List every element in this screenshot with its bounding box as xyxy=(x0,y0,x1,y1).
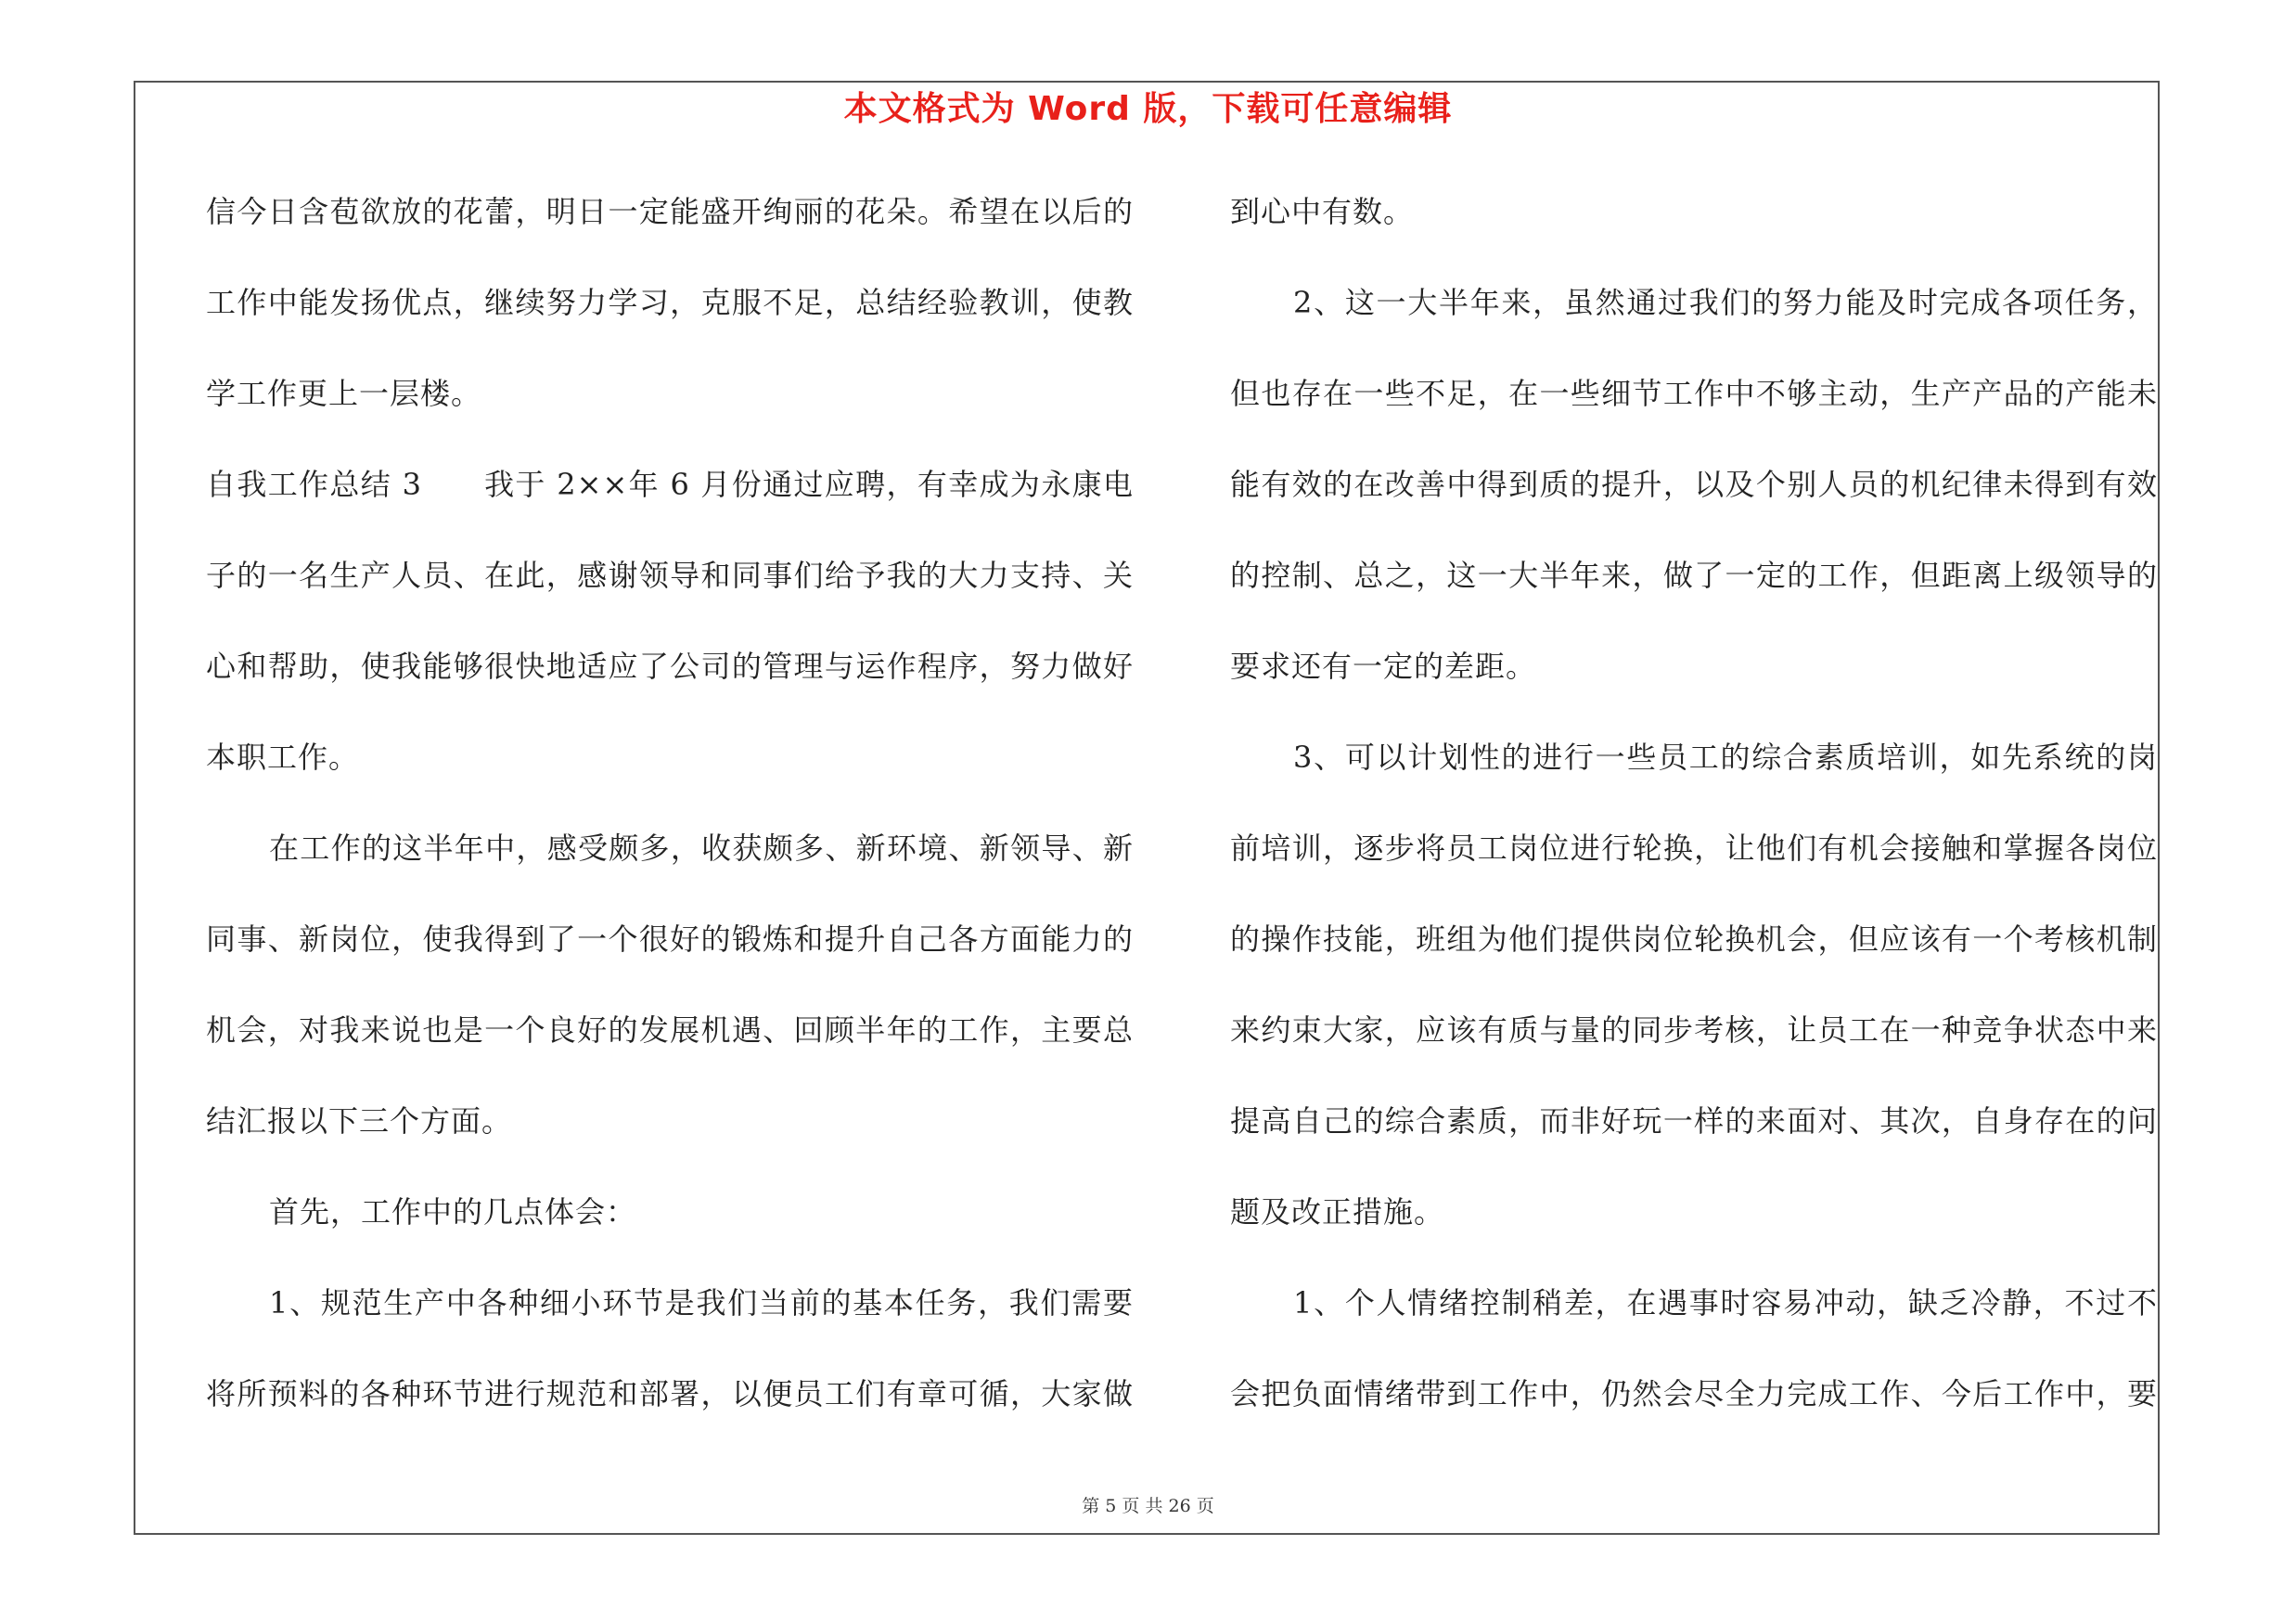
text-line: 1、个人情绪控制稍差，在遇事时容易冲动，缺乏冷静，不过不 xyxy=(1293,1285,2158,1320)
text-line: 会把负面情绪带到工作中，仍然会尽全力完成工作、今后工作中，要 xyxy=(1230,1376,2158,1411)
word-format-banner: 本文格式为 Word 版，下载可任意编辑 xyxy=(843,90,1453,128)
text-line: 在工作的这半年中，感受颇多，收获颇多、新环境、新领导、新 xyxy=(269,831,1134,866)
text-line: 前培训，逐步将员工岗位进行轮换，让他们有机会接触和掌握各岗位 xyxy=(1230,831,2158,866)
text-line: 的操作技能，班组为他们提供岗位轮换机会，但应该有一个考核机制 xyxy=(1230,921,2158,957)
text-line: 1、规范生产中各种细小环节是我们当前的基本任务，我们需要 xyxy=(269,1285,1134,1320)
text-line: 3、可以计划性的进行一些员工的综合素质培训，如先系统的岗 xyxy=(1293,740,2158,775)
text-line: 的控制、总之，这一大半年来，做了一定的工作，但距离上级领导的 xyxy=(1230,558,2158,593)
text-line: 题及改正措施。 xyxy=(1230,1194,1445,1230)
text-line: 学工作更上一层楼。 xyxy=(206,376,482,411)
text-line: 工作中能发扬优点，继续努力学习，克服不足，总结经验教训，使教 xyxy=(206,285,1134,320)
right-text-column xyxy=(1230,184,2158,1457)
text-line: 结汇报以下三个方面。 xyxy=(206,1103,513,1139)
text-line: 同事、新岗位，使我得到了一个很好的锻炼和提升自己各方面能力的 xyxy=(206,921,1134,957)
text-line: 首先，工作中的几点体会： xyxy=(269,1194,637,1230)
text-line: 2、这一大半年来，虽然通过我们的努力能及时完成各项任务， xyxy=(1293,285,2158,320)
text-line: 将所预料的各种环节进行规范和部署，以便员工们有章可循，大家做 xyxy=(206,1376,1134,1411)
text-line: 来约束大家，应该有质与量的同步考核，让员工在一种竞争状态中来 xyxy=(1230,1012,2158,1048)
text-line: 能有效的在改善中得到质的提升，以及个别人员的机纪律未得到有效 xyxy=(1230,467,2158,502)
text-line: 心和帮助，使我能够很快地适应了公司的管理与运作程序，努力做好 xyxy=(206,649,1134,684)
text-line: 到心中有数。 xyxy=(1230,194,1415,229)
text-line: 自我工作总结 3 我于 2××年 6 月份通过应聘，有幸成为永康电 xyxy=(206,467,1134,502)
text-line: 但也存在一些不足，在一些细节工作中不够主动，生产产品的产能未 xyxy=(1230,376,2158,411)
text-line: 子的一名生产人员、在此，感谢领导和同事们给予我的大力支持、关 xyxy=(206,558,1134,593)
text-line: 信今日含苞欲放的花蕾，明日一定能盛开绚丽的花朵。希望在以后的 xyxy=(206,194,1134,229)
text-line: 机会，对我来说也是一个良好的发展机遇、回顾半年的工作，主要总 xyxy=(206,1012,1134,1048)
text-line: 提高自己的综合素质，而非好玩一样的来面对、其次，自身存在的问 xyxy=(1230,1103,2158,1139)
page-number-footer: 第 5 页 共 26 页 xyxy=(1082,1496,1214,1516)
left-text-column xyxy=(206,184,1134,1457)
text-line: 要求还有一定的差距。 xyxy=(1230,649,1537,684)
text-line: 本职工作。 xyxy=(206,740,360,775)
